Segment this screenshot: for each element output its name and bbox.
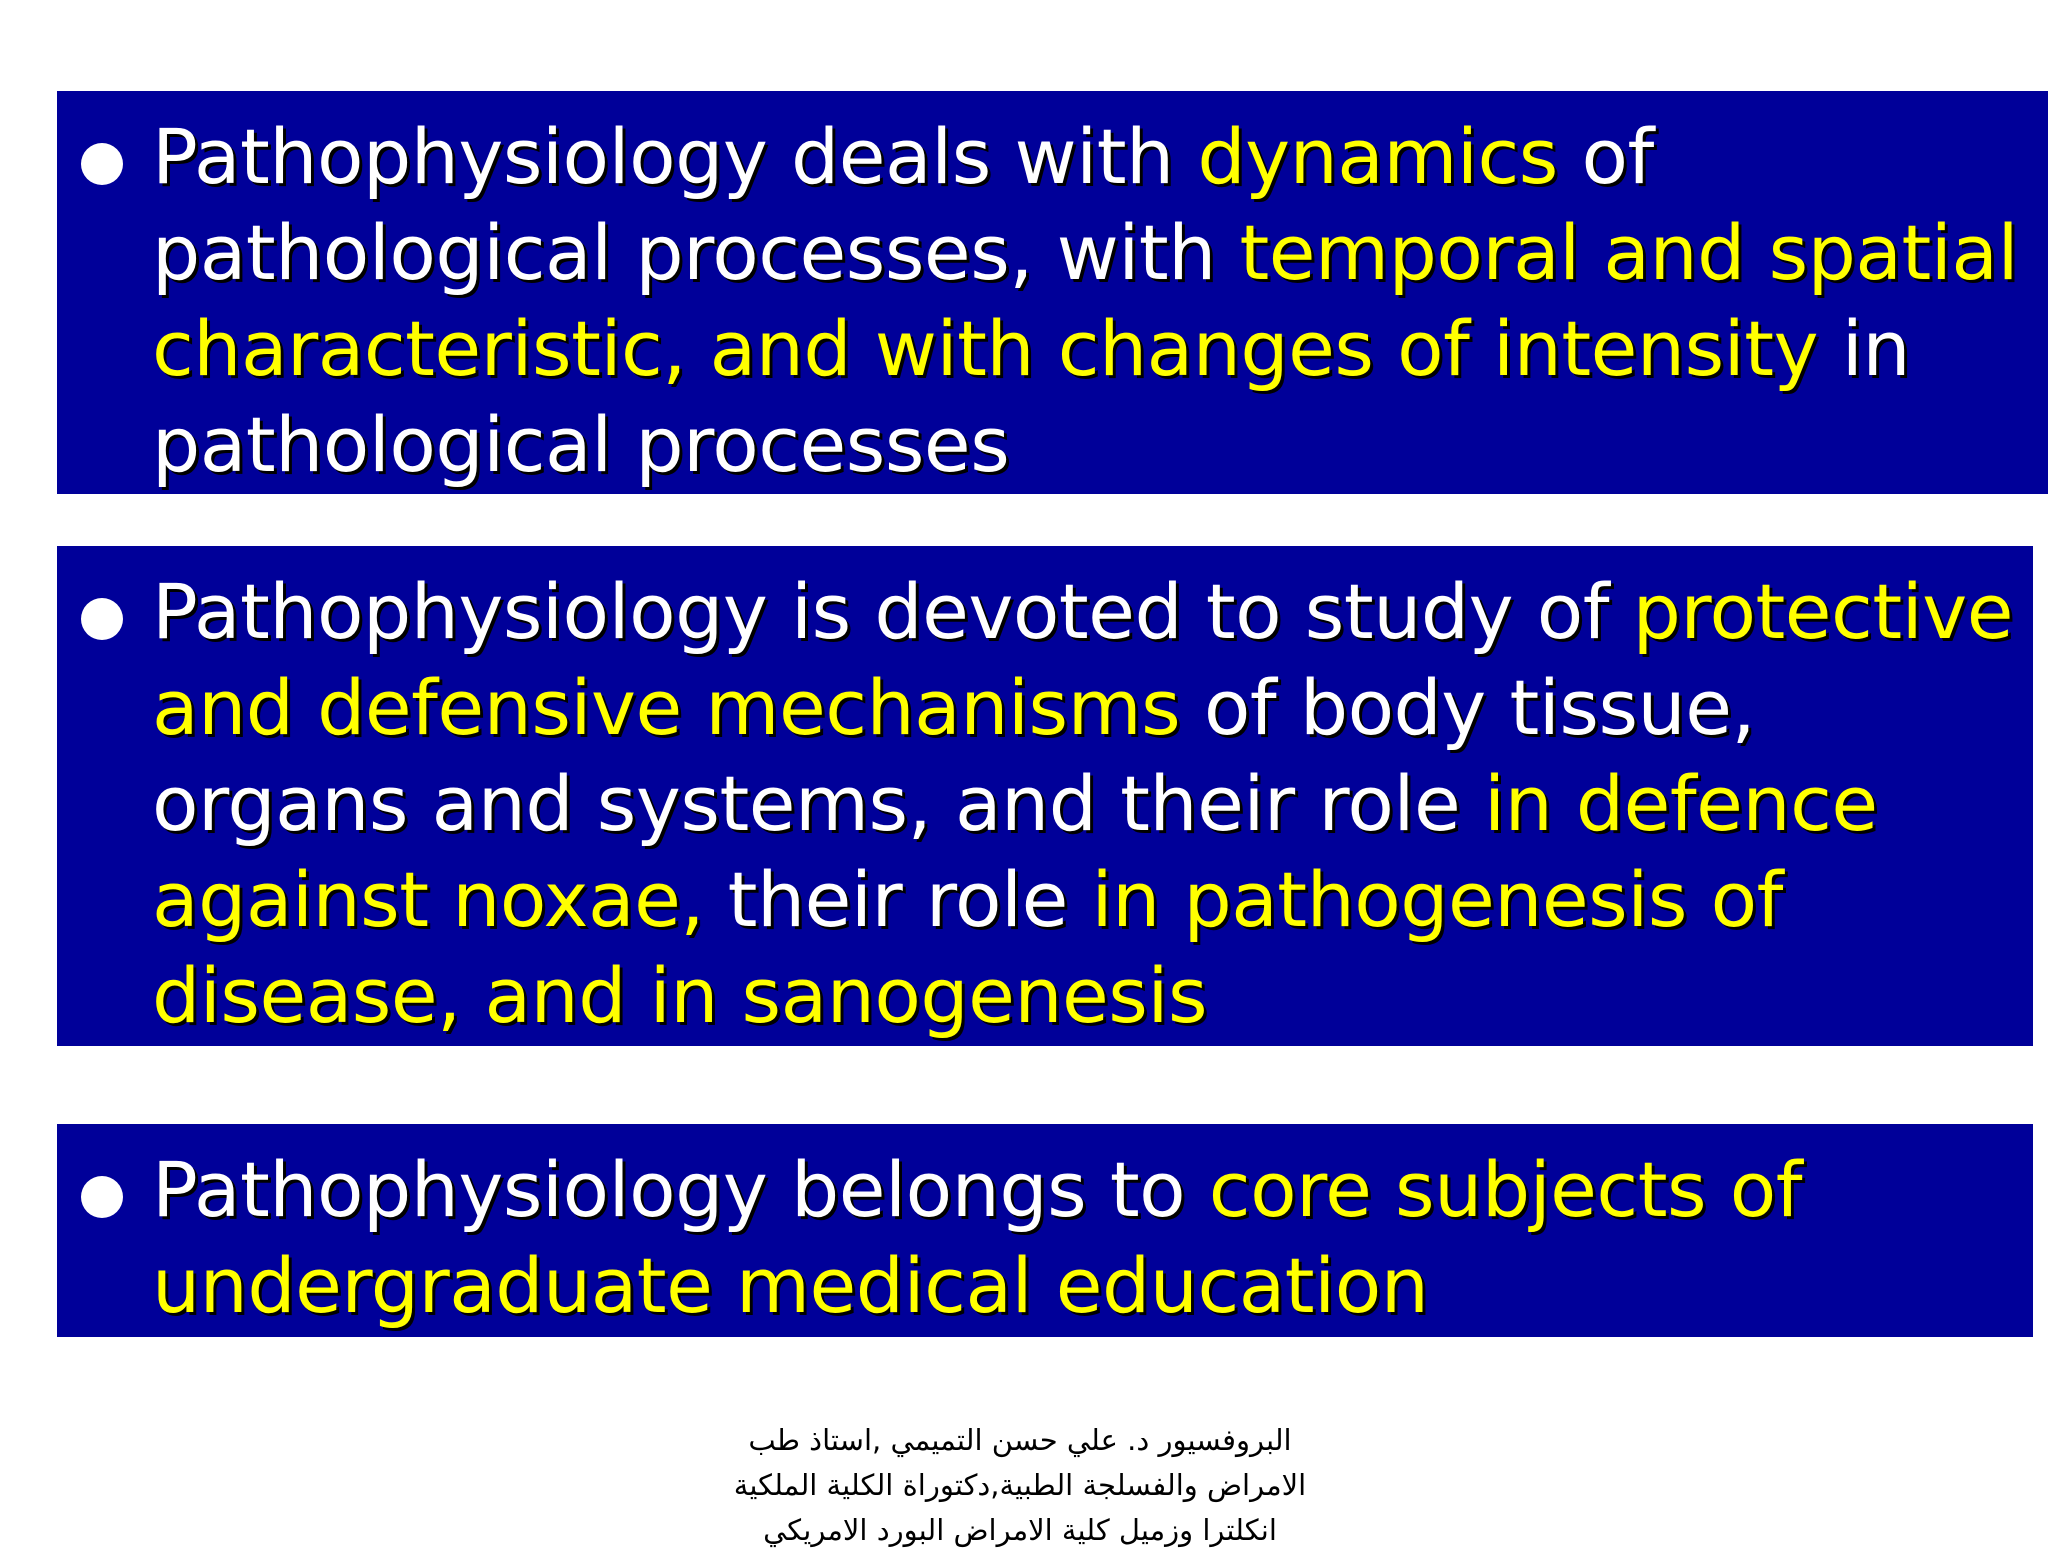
footer-line-2: الامراض والفسلجة الطبية,دكتوراة الكلية الملكية [733, 1468, 1307, 1502]
plain-text: Pathophysiology deals with [152, 112, 1198, 201]
plain-text: their role [704, 855, 1092, 944]
footer-line-3: انكلترا وزميل كلية الامراض البورد الامريكي [763, 1513, 1277, 1547]
highlighted-text: temporal and spatial characteristic, and with changes of intensity [152, 208, 2019, 393]
bullet-dot-icon [81, 143, 123, 185]
highlighted-text: in pathogenesis of disease, and in sanogenesis [152, 855, 1783, 1040]
bullet-text [152, 564, 2013, 1044]
bullet-box-core-subjects [57, 1124, 2033, 1337]
plain-text: in pathological processes [152, 304, 1911, 489]
bullet-text [152, 109, 2028, 493]
bullet-dot-icon [81, 1176, 123, 1218]
plain-text: Pathophysiology is devoted to study of [152, 567, 1633, 656]
highlighted-text: protective and defensive mechanisms [152, 567, 2013, 752]
bullet-dot-icon [81, 598, 123, 640]
plain-text: Pathophysiology belongs to [152, 1145, 1209, 1234]
plain-text: of body tissue, organs and systems, and their role [152, 663, 1756, 848]
bullet-box-dynamics [57, 91, 2048, 494]
highlighted-text: dynamics [1197, 112, 1558, 201]
highlighted-text: core subjects of undergraduate medical education [152, 1145, 1803, 1330]
bullet-text [152, 1142, 2013, 1334]
plain-text: of pathological processes, with [152, 112, 1654, 297]
highlighted-text: in defence against noxae, [152, 759, 1878, 944]
author-footer [620, 1418, 1420, 1553]
bullet-box-protective-mechanisms [57, 546, 2033, 1046]
footer-line-1: البروفسيور د. علي حسن التميمي ,استاذ طب [748, 1423, 1292, 1457]
